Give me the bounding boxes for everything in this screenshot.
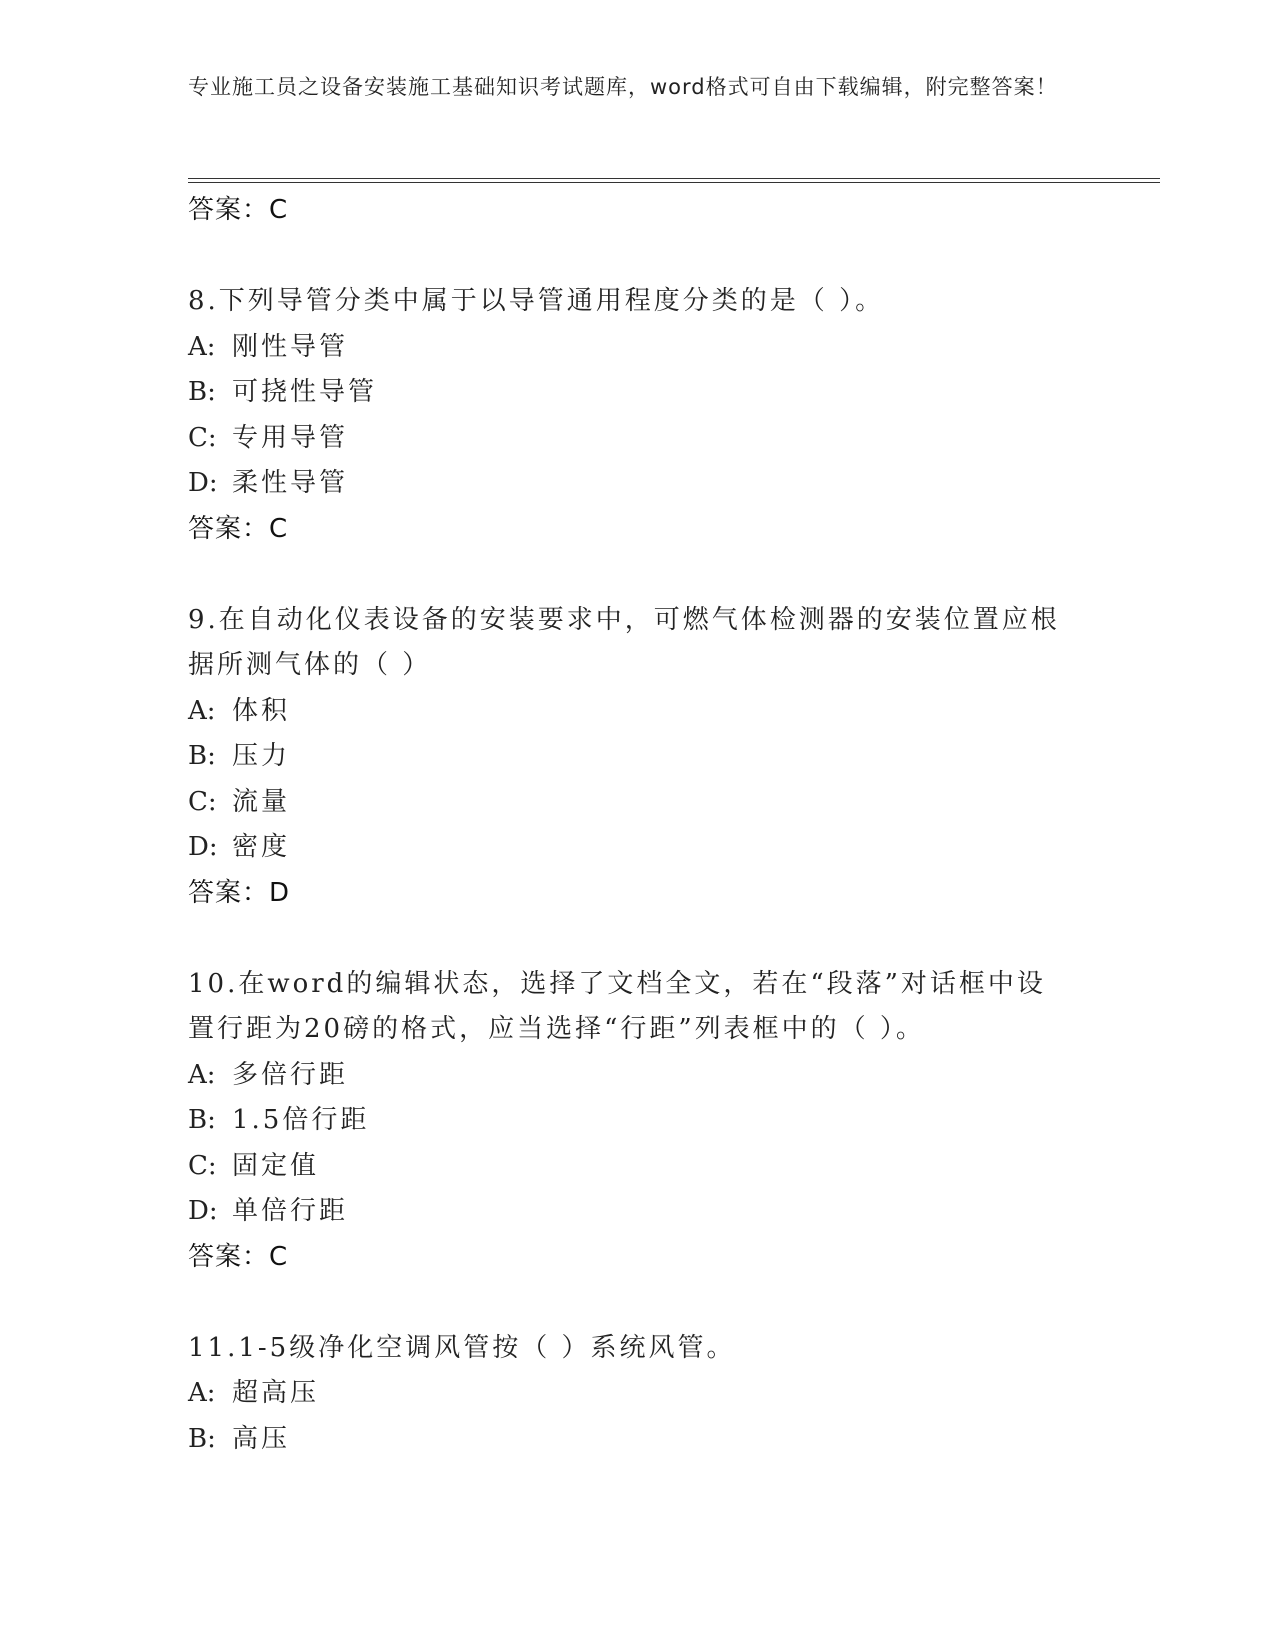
option-letter: A: — [188, 331, 216, 362]
spacer — [188, 234, 1068, 280]
option-b — [188, 1098, 1068, 1144]
option-letter: B: — [188, 1423, 216, 1454]
question-stem: 9.在自动化仪表设备的安装要求中，可燃气体检测器的安装位置应根据所测气体的（ ） — [188, 604, 1060, 680]
header-divider — [188, 178, 1160, 183]
option-d — [188, 825, 1068, 871]
question-stem: 11.1-5级净化空调风管按（ ）系统风管。 — [188, 1332, 736, 1363]
option-text: 柔性导管 — [232, 468, 349, 498]
option-letter: B: — [188, 741, 216, 771]
option-letter: A: — [188, 1059, 216, 1090]
option-b — [188, 1417, 1068, 1463]
option-c — [188, 1144, 1068, 1190]
option-b — [188, 734, 1068, 780]
option-text: 压力 — [232, 741, 291, 771]
option-c — [188, 416, 1068, 462]
option-a — [188, 1371, 1068, 1417]
option-text: 流量 — [232, 786, 291, 817]
option-a — [188, 325, 1068, 371]
option-a — [188, 689, 1068, 735]
option-text: 单倍行距 — [232, 1196, 349, 1226]
option-a — [188, 1053, 1068, 1099]
question-block — [188, 598, 1068, 917]
question-block — [188, 962, 1068, 1281]
option-text: 专用导管 — [232, 422, 349, 453]
question-block — [188, 279, 1068, 552]
answer-line: 答案：C — [188, 195, 289, 225]
option-b — [188, 370, 1068, 416]
answer-line: 答案：C — [188, 513, 289, 544]
spacer — [188, 916, 1068, 962]
option-text: 密度 — [232, 832, 291, 862]
option-d — [188, 461, 1068, 507]
option-text: 固定值 — [232, 1150, 320, 1181]
option-letter: A: — [188, 695, 216, 726]
option-text: 高压 — [232, 1423, 291, 1454]
question-list — [188, 188, 1068, 1462]
answer-line: 答案：D — [188, 877, 291, 908]
question-stem: 10.在word的编辑状态，选择了文档全文，若在“段落”对话框中设置行距为20磅的格式，应当选择“行距”列表框中的（ ）。 — [188, 968, 1046, 1044]
option-letter: C: — [188, 786, 217, 817]
option-text: 刚性导管 — [232, 331, 349, 362]
option-letter: B: — [188, 377, 216, 407]
option-c — [188, 780, 1068, 826]
option-letter: D: — [188, 468, 218, 498]
document-header: 专业施工员之设备安装施工基础知识考试题库，word格式可自由下载编辑，附完整答案！ — [188, 75, 1058, 99]
option-d — [188, 1189, 1068, 1235]
spacer — [188, 1280, 1068, 1326]
option-text: 1.5倍行距 — [232, 1105, 370, 1135]
option-letter: A: — [188, 1378, 216, 1408]
option-letter: C: — [188, 1150, 217, 1181]
option-text: 多倍行距 — [232, 1059, 349, 1090]
question-stem: 8.下列导管分类中属于以导管通用程度分类的是（ ）。 — [188, 286, 885, 316]
option-text: 超高压 — [232, 1378, 320, 1408]
option-text: 体积 — [232, 695, 291, 726]
spacer — [188, 552, 1068, 598]
question-block — [188, 1326, 1068, 1463]
option-letter: D: — [188, 1196, 218, 1226]
option-letter: C: — [188, 422, 217, 453]
option-letter: B: — [188, 1105, 216, 1135]
option-text: 可挠性导管 — [232, 377, 378, 407]
answer-line: 答案：C — [188, 1241, 289, 1272]
option-letter: D: — [188, 832, 218, 862]
